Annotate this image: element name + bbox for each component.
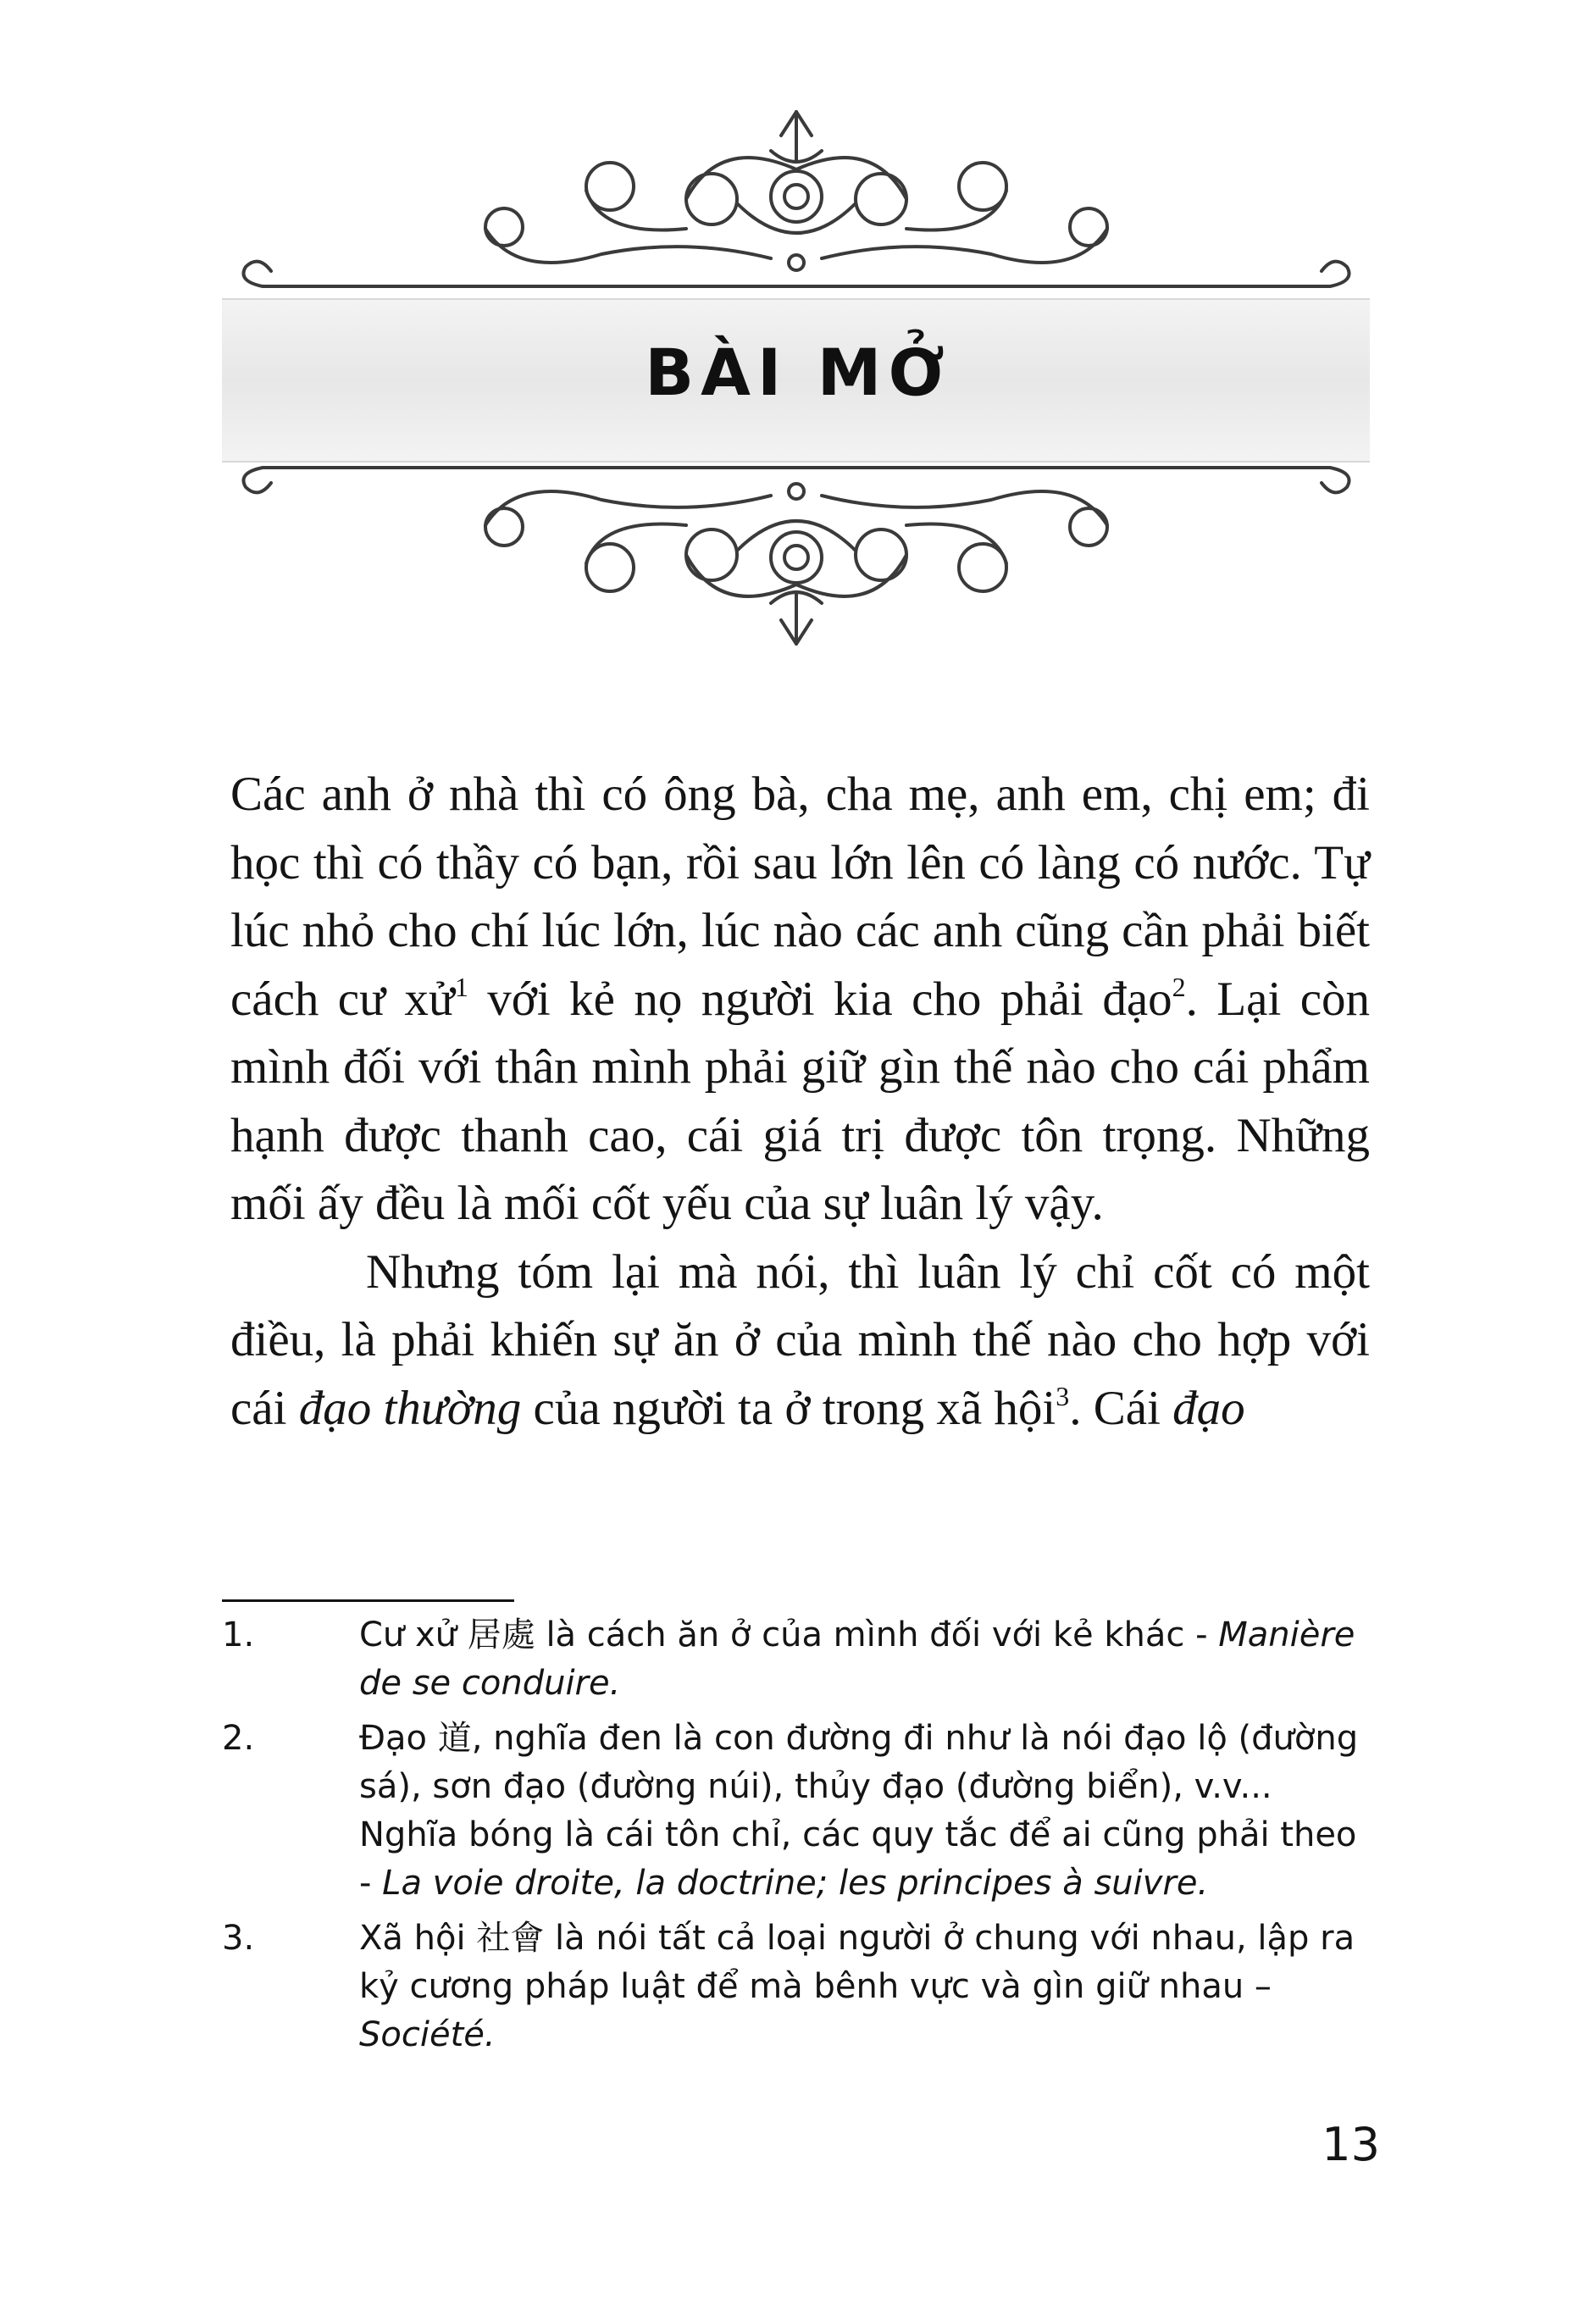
footnote-divider <box>222 1599 514 1602</box>
body-text <box>230 761 1370 1443</box>
chapter-title: BÀI MỞ <box>645 335 951 410</box>
footnote-number: 2. <box>222 1719 255 1758</box>
paragraph-2: Nhưng tóm lại mà nói, thì luân lý chỉ cốt có một điều, là phải khiến sự ăn ở của mình thế nào cho hợp với cái đạo thường của người ta ở trong xã hội$^3$. Cái đạo <box>230 1244 1370 1435</box>
footnote-2 <box>222 1715 1374 1908</box>
footnote-ref-1[interactable]: 1 <box>454 971 468 1002</box>
page-number: 13 <box>1322 2118 1380 2171</box>
paragraph-1: Các anh ở nhà thì có ông bà, cha mẹ, anh em, chị em; đi học thì có thầy có bạn, rồi sau lớn lên có làng có nước. Tự lúc nhỏ cho chí lúc lớn, lúc nào các anh cũng cần phải biết cách cư xử$^1$ với kẻ nọ người kia cho phải đạo$^2$. Lại còn mình đối với thân mình phải giữ gìn thế nào cho cái phẩm hạnh được thanh cao, cái giá trị được tôn trọng. Những mối ấy đều là mối cốt yếu của sự luân lý vậy. <box>230 768 1370 1230</box>
footnotes <box>222 1611 1374 2066</box>
footnote-1 <box>222 1611 1374 1708</box>
footnote-3 <box>222 1915 1374 2059</box>
footnote-ref-2[interactable]: 2 <box>1172 971 1186 1002</box>
footnote-ref-3[interactable]: 3 <box>1056 1380 1070 1411</box>
footnote-text: Đạo 道, nghĩa đen là con đường đi như là nói đạo lộ (đường sá), sơn đạo (đường núi), thủy đạo (đường biển), v.v... Nghĩa bóng là cái tôn chỉ, các quy tắc để ai cũng phải theo - La voie droite, la doctrine; les principes à suivre. <box>359 1719 1359 1903</box>
footnote-number: 3. <box>222 1919 255 1958</box>
footnote-text: Cư xử 居處 là cách ăn ở của mình đối với kẻ khác - Manière de se conduire. <box>359 1615 1355 1703</box>
footnote-text: Xã hội 社會 là nói tất cả loại người ở chung với nhau, lập ra kỷ cương pháp luật để mà bênh vực và gìn giữ nhau – Société. <box>359 1919 1355 2054</box>
footnote-number: 1. <box>222 1615 255 1654</box>
